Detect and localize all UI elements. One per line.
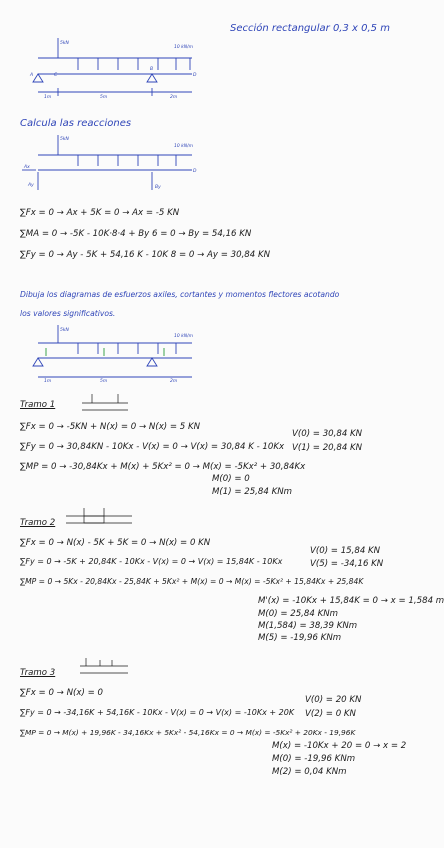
span-left-3: 1m	[44, 379, 52, 384]
tramo1-eq1: ∑Fx = 0 → -5KN + N(x) = 0 → N(x) = 5 KN	[20, 422, 201, 432]
tramo2-m1584: M(1,584) = 38,39 KNm	[258, 621, 358, 631]
tramo3-mprime: M(x) = -10Kx + 20 = 0 → x = 2	[272, 741, 407, 751]
tramo1-eq3: ∑MP = 0 → -30,84Kx + M(x) + 5Kx² = 0 → M(x) = -5Kx² + 30,84Kx	[20, 462, 306, 472]
tramo3-v2: V(2) = 0 KN	[305, 709, 356, 719]
point-c: C	[54, 73, 58, 78]
span-right-3: 2m	[170, 379, 178, 384]
distributed-label: 10 kN/m	[174, 45, 194, 50]
tramo2-m0: M(0) = 25,84 KNm	[258, 609, 339, 619]
point-d: D	[193, 73, 197, 78]
tramo1-m0: M(0) = 0	[212, 474, 250, 484]
tramo3-m0: M(0) = -19,96 KNm	[272, 754, 356, 764]
reaction-ax: Ax	[24, 165, 30, 170]
tramo3-m2: M(2) = 0,04 KNm	[272, 767, 347, 777]
tramo1-v0: V(0) = 30,84 KN	[292, 429, 363, 439]
section1-eq3: ∑Fy = 0 → Ay - 5K + 54,16 K - 10K 8 = 0 → Ay = 30,84 KN	[20, 250, 271, 260]
section1-heading: Calcula las reacciones	[20, 118, 132, 129]
span-left: 1m	[44, 95, 52, 100]
span-right: 2m	[170, 95, 178, 100]
tramo1-eq2: ∑Fy = 0 → 30,84KN - 10Kx - V(x) = 0 → V(x) = 30,84 K - 10Kx	[20, 442, 285, 452]
tramo2-title: Tramo 2	[20, 518, 56, 528]
tramo3-title: Tramo 3	[20, 668, 56, 678]
span-mid: 5m	[100, 95, 108, 100]
force-top-label-3: 5kN	[60, 328, 69, 333]
tramo1-title: Tramo 1	[20, 400, 56, 410]
span-mid-3: 5m	[100, 379, 108, 384]
tramo2-eq1: ∑Fx = 0 → N(x) - 5K + 5K = 0 → N(x) = 0 KN	[20, 538, 211, 548]
point-d-2: D	[193, 169, 197, 174]
tramo3-eq3: ∑MP = 0 → M(x) + 19,96K - 34,16Kx + 5Kx² - 54,16Kx = 0 → M(x) = -5Kx² + 20Kx - 19,96K	[20, 728, 356, 737]
force-top-label-2: 5kN	[60, 137, 69, 142]
section-title: Sección rectangular 0,3 x 0,5 m	[230, 23, 390, 34]
section1-eq2: ∑MA = 0 → -5K - 10K·8·4 + By 6 = 0 → By = 54,16 KN	[20, 229, 252, 239]
reaction-by: By	[155, 185, 161, 190]
tramo3-eq2: ∑Fy = 0 → -34,16K + 54,16K - 10Kx - V(x) = 0 → V(x) = -10Kx + 20K	[20, 708, 295, 717]
reaction-ay: Ay	[28, 183, 34, 188]
tramo2-eq2: ∑Fy = 0 → -5K + 20,84K - 10Kx - V(x) = 0 → V(x) = 15,84K - 10Kx	[20, 557, 283, 566]
tramo3-v0: V(0) = 20 KN	[305, 695, 362, 705]
tramo2-v5: V(5) = -34,16 KN	[310, 559, 384, 569]
tramo1-m1: M(1) = 25,84 KNm	[212, 487, 293, 497]
distributed-label-3: 10 kN/m	[174, 334, 194, 339]
tramo2-eq3: ∑MP = 0 → 5Kx - 20,84Kx - 25,84K + 5Kx² + M(x) = 0 → M(x) = -5Kx² + 15,84Kx + 25,84K	[20, 577, 364, 586]
section2-heading-line2: los valores significativos.	[20, 309, 116, 318]
tramo3-eq1: ∑Fx = 0 → N(x) = 0	[20, 688, 103, 698]
force-top-label: 5kN	[60, 41, 69, 46]
tramo2-v0: V(0) = 15,84 KN	[310, 546, 381, 556]
section1-eq1: ∑Fx = 0 → Ax + 5K = 0 → Ax = -5 KN	[20, 208, 180, 218]
tramo1-v1: V(1) = 20,84 KN	[292, 443, 363, 453]
point-b: B	[150, 67, 154, 72]
tramo2-mprime: M'(x) = -10Kx + 15,84K = 0 → x = 1,584 m	[258, 596, 444, 606]
tramo2-m5: M(5) = -19,96 KNm	[258, 633, 342, 643]
section2-heading-line1: Dibuja los diagramas de esfuerzos axiles, cortantes y momentos flectores acotando	[20, 290, 340, 299]
point-a: A	[30, 73, 34, 78]
distributed-label-2: 10 kN/m	[174, 144, 194, 149]
